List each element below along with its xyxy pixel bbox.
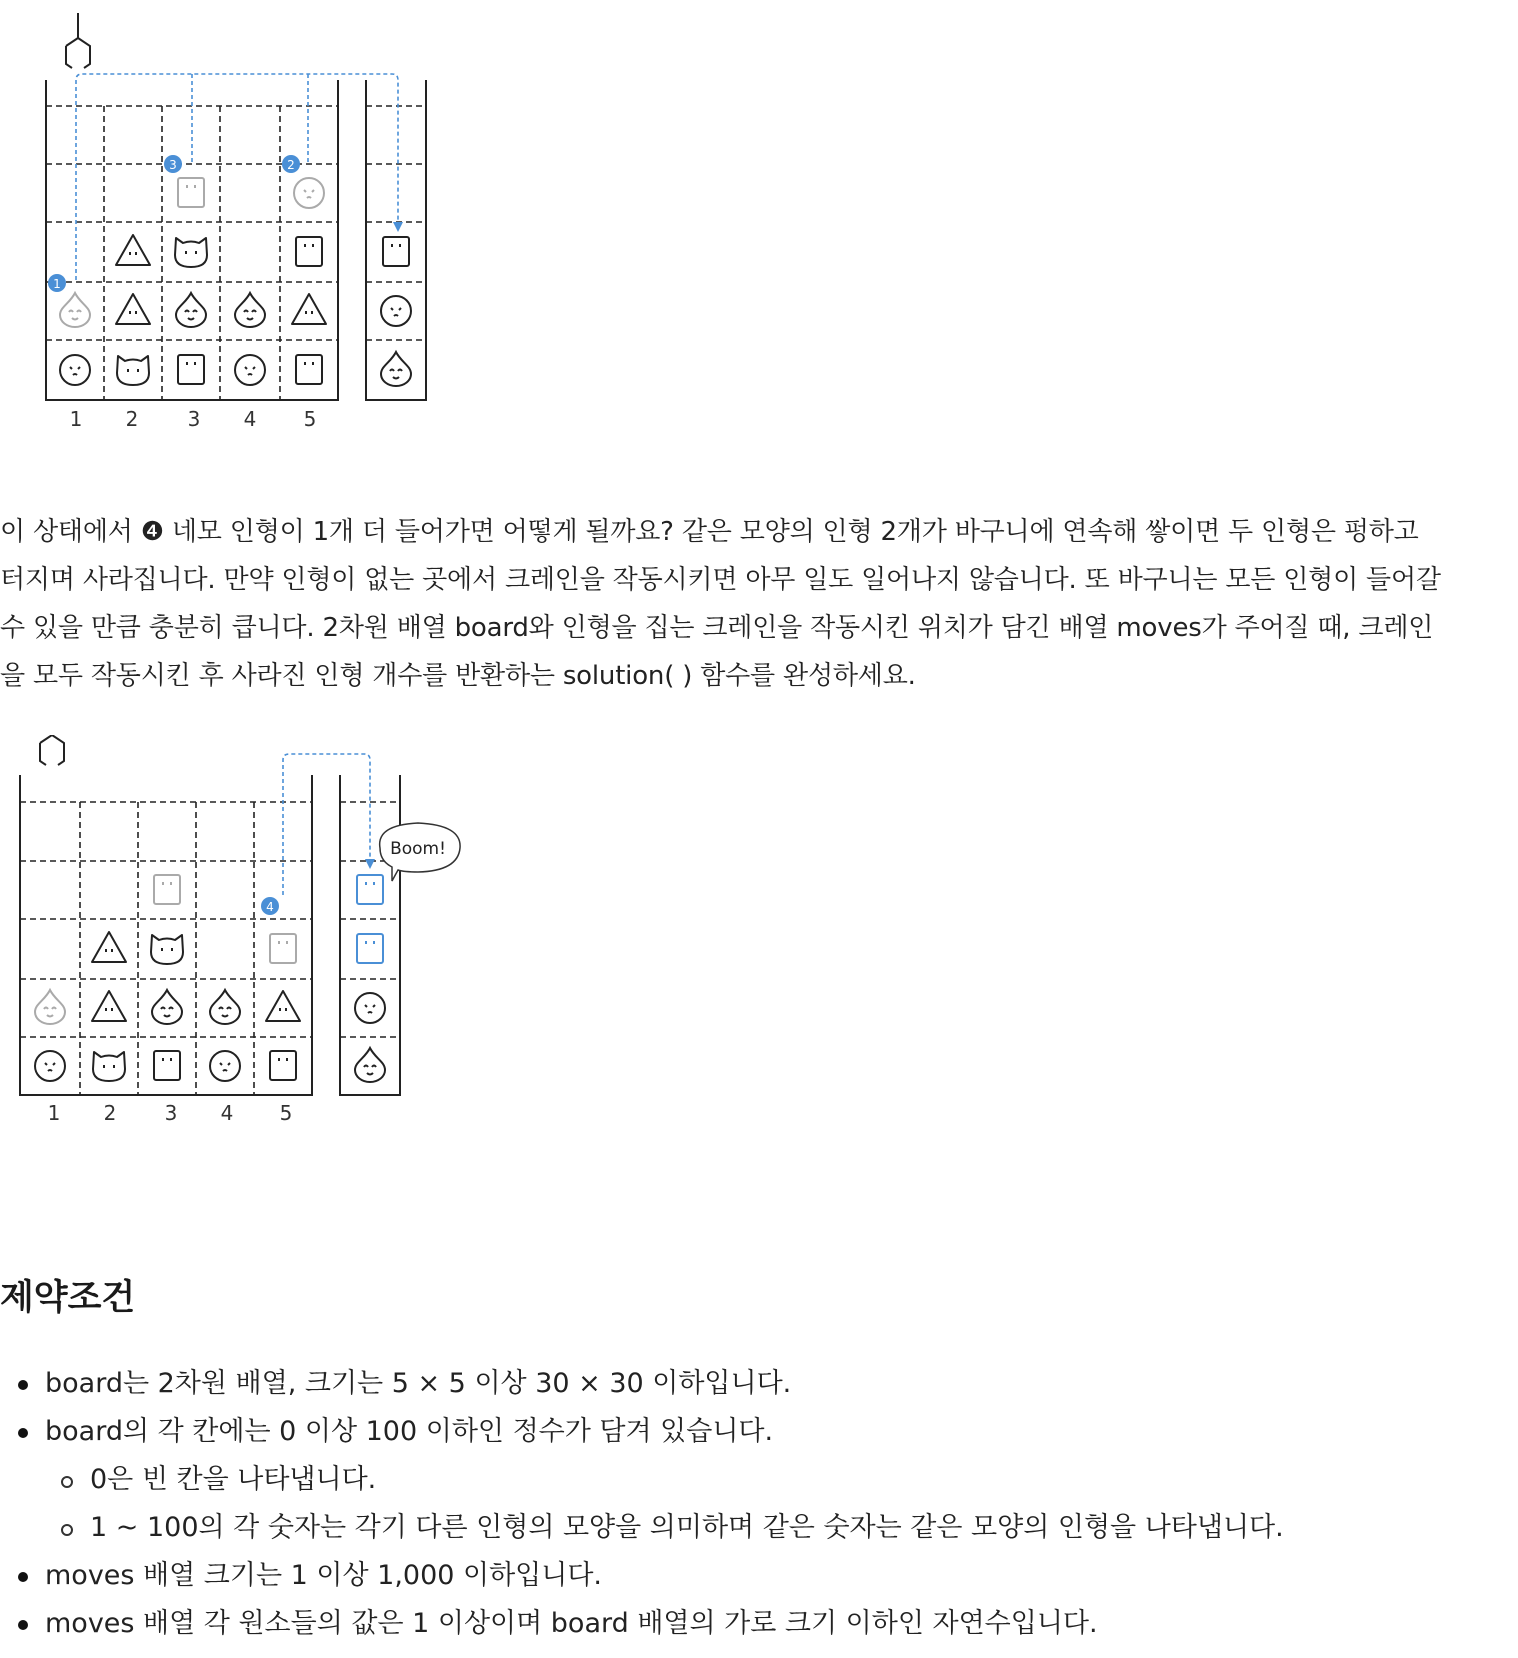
list-item: moves 배열 각 원소들의 값은 1 이상이며 board 배열의 가로 크기 이하인 자연수입니다. (0, 1600, 1518, 1648)
box-doll-icon (178, 178, 204, 207)
crane-diagram-2-svg (0, 735, 500, 1195)
boom-speech-bubble (380, 823, 460, 881)
description-line-4: 을 모두 작동시킨 후 사라진 인형 개수를 반환하는 solution( ) 함수를 완성하세요. (0, 661, 916, 691)
box-doll-icon (154, 1051, 180, 1080)
sub-list (45, 1456, 1518, 1552)
order-marker-4 (261, 897, 279, 915)
drop-doll-icon (210, 990, 240, 1024)
column-label: 1 (47, 1101, 61, 1125)
crane-diagram-1-svg (20, 8, 460, 458)
column-label: 2 (125, 407, 139, 431)
triangle-doll-icon (92, 991, 126, 1021)
arrow-head-icon (393, 222, 403, 232)
circle-doll-icon (355, 993, 385, 1023)
circle-doll-icon (381, 296, 411, 326)
column-label: 3 (164, 1101, 178, 1125)
crane-claw-icon (66, 13, 90, 68)
problem-description (0, 508, 1518, 700)
list-item: moves 배열 크기는 1 이상 1,000 이하입니다. (0, 1552, 1518, 1600)
circle-doll-icon (35, 1051, 65, 1081)
svg-text:1: 1 (53, 277, 61, 291)
cat-doll-icon (175, 238, 207, 267)
drop-doll-icon (381, 352, 411, 386)
drop-doll-icon (176, 293, 206, 327)
sub-list-item: 1 ~ 100의 각 숫자는 각기 다른 인형의 모양을 의미하며 같은 숫자는 같은 모양의 인형을 나타냅니다. (45, 1504, 1518, 1552)
drop-doll-icon (35, 990, 65, 1024)
svg-text:4: 4 (266, 900, 274, 914)
crane-path (283, 754, 370, 895)
triangle-doll-icon (116, 294, 150, 324)
cat-doll-icon (151, 935, 183, 964)
box-doll-icon (296, 237, 322, 266)
svg-text:3: 3 (169, 158, 177, 172)
list-item: board의 각 칸에는 0 이상 100 이하인 정수가 담겨 있습니다. 0은 빈 칸을 나타냅니다. 1 ~ 100의 각 숫자는 각기 다른 인형의 모양을 의미하며 같은 숫자는 같은 모양의 인형을 나타냅니다. (0, 1408, 1518, 1552)
cat-doll-icon (93, 1052, 125, 1081)
triangle-doll-icon (292, 294, 326, 324)
arrow-head-icon (365, 859, 375, 869)
box-doll-icon (270, 934, 296, 963)
column-label: 5 (279, 1101, 293, 1125)
box-doll-icon (357, 934, 383, 963)
description-line-2: 터지며 사라집니다. 만약 인형이 없는 곳에서 크레인을 작동시키면 아무 일도 일어나지 않습니다. 또 바구니는 모든 인형이 들어갈 (0, 565, 1441, 595)
box-doll-icon (383, 237, 409, 266)
column-label: 2 (103, 1101, 117, 1125)
column-label: 4 (243, 407, 257, 431)
column-label: 3 (187, 407, 201, 431)
order-marker-2 (282, 155, 300, 173)
crane-diagram-2 (0, 735, 500, 1195)
column-label: 1 (69, 407, 83, 431)
description-line-1: 이 상태에서 ❹ 네모 인형이 1개 더 들어가면 어떻게 될까요? 같은 모양의 인형 2개가 바구니에 연속해 쌓이면 두 인형은 펑하고 (0, 517, 1419, 547)
column-label: 5 (303, 407, 317, 431)
column-label: 4 (220, 1101, 234, 1125)
drop-doll-icon (235, 293, 265, 327)
constraints-heading: 제약조건 (0, 1278, 136, 1318)
drop-doll-icon (60, 293, 90, 327)
circle-doll-icon (235, 355, 265, 385)
cat-doll-icon (117, 356, 149, 385)
crane-claw-icon (40, 735, 64, 765)
box-doll-icon (270, 1051, 296, 1080)
circle-doll-icon (210, 1051, 240, 1081)
board-outline (46, 80, 338, 400)
crane-diagram-1 (20, 8, 460, 458)
box-doll-icon (357, 875, 383, 904)
box-doll-icon (154, 875, 180, 904)
sub-list-item: 0은 빈 칸을 나타냅니다. (45, 1456, 1518, 1504)
drop-doll-icon (355, 1048, 385, 1082)
triangle-doll-icon (92, 932, 126, 962)
list-item: board는 2차원 배열, 크기는 5 × 5 이상 30 × 30 이하입니다. (0, 1360, 1518, 1408)
board-outline (20, 775, 312, 1095)
svg-text:Boom!: Boom! (390, 839, 446, 859)
order-marker-3 (164, 155, 182, 173)
box-doll-icon (296, 355, 322, 384)
triangle-doll-icon (266, 991, 300, 1021)
circle-doll-icon (60, 355, 90, 385)
circle-doll-icon (294, 178, 324, 208)
box-doll-icon (178, 355, 204, 384)
drop-doll-icon (152, 990, 182, 1024)
triangle-doll-icon (116, 235, 150, 265)
description-line-3: 수 있을 만큼 충분히 큽니다. 2차원 배열 board와 인형을 집는 크레인을 작동시킨 위치가 담긴 배열 moves가 주어질 때, 크레인 (0, 613, 1434, 643)
order-marker-1 (48, 274, 66, 292)
svg-text:2: 2 (287, 158, 295, 172)
constraints-list (0, 1360, 1518, 1648)
